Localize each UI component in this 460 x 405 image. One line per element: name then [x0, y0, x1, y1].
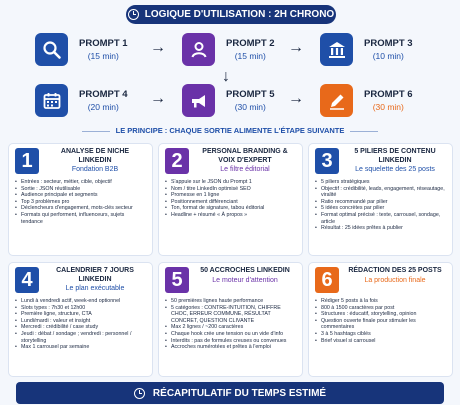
footer-banner — [16, 382, 444, 404]
card-title: RÉDACTION DES 25 POSTS — [348, 267, 442, 274]
step-prompt-5[interactable] — [182, 84, 275, 117]
list-item: • 50 premières lignes haute performance — [165, 298, 296, 305]
list-item: • Déclencheurs d'engagement, mots-clés secteur — [15, 205, 146, 212]
step-title: PROMPT 4 — [79, 89, 128, 100]
card-subtitle: Le moteur d'attention — [212, 276, 278, 284]
card-items — [315, 298, 446, 344]
card-calendar — [8, 262, 153, 377]
list-item: • Rédiger 5 posts à la fois — [315, 298, 446, 305]
card-items — [165, 179, 296, 219]
list-item: • Promesse en 1 ligne — [165, 192, 296, 199]
list-item: • Objectif : crédibilité, leads, engagement, réseautage, viralité — [315, 186, 446, 199]
step-prompt-1[interactable] — [35, 33, 128, 66]
card-title: 50 ACCROCHES LINKEDIN — [200, 267, 290, 274]
list-item: • Audience principale et segments — [15, 192, 146, 199]
step-prompt-4[interactable] — [35, 84, 128, 117]
step-prompt-3[interactable] — [320, 33, 413, 66]
list-item: • Brief visuel si carrousel — [315, 338, 446, 345]
card-subtitle: Le plan exécutable — [65, 285, 125, 292]
card-number: 6 — [315, 267, 339, 293]
arrow-right-icon: → — [288, 90, 304, 107]
list-item: • S'appuie sur le JSON du Prompt 1 — [165, 179, 296, 186]
card-hooks — [158, 262, 303, 377]
step-prompt-2[interactable] — [182, 33, 275, 66]
card-number: 5 — [165, 267, 189, 293]
list-item: • Interdits : pas de formules creuses ou convenues — [165, 338, 296, 345]
card-content-pillars — [308, 143, 453, 256]
step-duration: (15 min) — [234, 51, 266, 61]
step-title: PROMPT 6 — [364, 89, 413, 100]
card-title: PERSONAL BRANDING & VOIX D'EXPERT — [202, 148, 288, 164]
calendar-icon — [35, 84, 68, 117]
card-number: 4 — [15, 267, 39, 293]
pillars-icon — [320, 33, 353, 66]
step-duration: (20 min) — [87, 102, 119, 112]
card-subtitle: Fondation B2B — [71, 166, 119, 173]
list-item: • Ton, format de signature, tabou éditorial — [165, 205, 296, 212]
card-personal-branding — [158, 143, 303, 256]
clock-icon — [134, 388, 145, 399]
workflow-steps — [0, 28, 460, 128]
list-item: • Structures : éducatif, storytelling, opinion — [315, 311, 446, 318]
step-duration: (15 min) — [87, 51, 119, 61]
user-icon — [182, 33, 215, 66]
card-subtitle: La production finale — [364, 276, 426, 284]
pencil-icon — [320, 84, 353, 117]
card-title: ANALYSE DE NICHE LINKEDIN — [60, 148, 130, 164]
header-title: LOGIQUE D'UTILISATION : 2H CHRONO — [144, 9, 335, 20]
step-title: PROMPT 5 — [226, 89, 275, 100]
header-banner — [126, 5, 336, 24]
card-subtitle: Le squelette des 25 posts — [355, 166, 435, 173]
list-item: • Sortie : JSON réutilisable — [15, 186, 146, 193]
step-duration: (30 min) — [372, 102, 404, 112]
step-prompt-6[interactable] — [320, 84, 413, 117]
card-items — [165, 298, 296, 351]
list-item: • 5 idées concrètes par pilier — [315, 205, 446, 212]
list-item: • Chaque hook crée une tension ou un vide d'info — [165, 331, 296, 338]
list-item: • Nom / titre LinkedIn optimisé SEO — [165, 186, 296, 193]
card-title: CALENDRIER 7 JOURS LINKEDIN — [56, 267, 134, 283]
list-item: • Slots types : 7h30 et 12h00 — [15, 305, 146, 312]
card-items — [15, 179, 146, 225]
search-icon — [35, 33, 68, 66]
list-item: • Max 2 lignes / ~200 caractères — [165, 324, 296, 331]
step-title: PROMPT 3 — [364, 38, 413, 49]
card-number: 3 — [315, 148, 339, 174]
card-number: 1 — [15, 148, 39, 174]
card-number: 2 — [165, 148, 189, 174]
card-items — [315, 179, 446, 232]
list-item: • Lundi à vendredi actif, week-end optionnel — [15, 298, 146, 305]
step-duration: (30 min) — [234, 102, 266, 112]
card-subtitle: Le filtre éditorial — [220, 166, 270, 173]
list-item: • Top 3 problèmes pro — [15, 199, 146, 206]
list-item: • 3 à 5 hashtags ciblés — [315, 331, 446, 338]
list-item: • Formats qui performent, influenceurs, sujets tendance — [15, 212, 146, 225]
arrow-down-icon: ↓ — [222, 68, 230, 85]
list-item: • Lundi/mardi : valeur et insight — [15, 318, 146, 325]
card-niche-analysis — [8, 143, 153, 256]
footer-title: RÉCAPITULATIF DU TEMPS ESTIMÉ — [152, 387, 327, 399]
list-item: • Première ligne, structure, CTA — [15, 311, 146, 318]
card-items — [15, 298, 146, 351]
list-item: • 800 à 1500 caractères par post — [315, 305, 446, 312]
arrow-right-icon: → — [150, 90, 166, 107]
arrow-right-icon: → — [150, 39, 166, 56]
list-item: • Max 1 carrousel par semaine — [15, 344, 146, 351]
list-item: • Headline + résumé « À propos » — [165, 212, 296, 219]
list-item: • Question ouverte finale pour stimuler les commentaires — [315, 318, 446, 331]
list-item: • 5 piliers stratégiques — [315, 179, 446, 186]
list-item: • Jeudi : débat / sondage ; vendredi : personnel / storytelling — [15, 331, 146, 344]
list-item: • Accroches numérotées et prêtes à l'emploi — [165, 344, 296, 351]
list-item: • Positionnement différenciant — [165, 199, 296, 206]
principle-text: LE PRINCIPE : CHAQUE SORTIE ALIMENTE L'ÉTAPE SUIVANTE — [0, 126, 460, 135]
list-item: • 5 catégories : CONTRE-INTUITION, CHIFFRE CHOC, ERREUR COMMUNE, RÉSULTAT CONCRET, QUESTION CLIVANTE — [165, 305, 296, 325]
list-item: • Format optimal précisé : texte, carrousel, sondage, article — [315, 212, 446, 225]
card-post-writing — [308, 262, 453, 377]
step-duration: (10 min) — [372, 51, 404, 61]
clock-icon — [128, 9, 139, 20]
card-title: 5 PILIERS DE CONTENU LINKEDIN — [354, 148, 436, 164]
step-title: PROMPT 1 — [79, 38, 128, 49]
step-title: PROMPT 2 — [226, 38, 275, 49]
list-item: • Résultat : 25 idées prêtes à publier — [315, 225, 446, 232]
list-item: • Entrées : secteur, métier, cible, objectif — [15, 179, 146, 186]
list-item: • Mercredi : crédibilité / case study — [15, 324, 146, 331]
arrow-right-icon: → — [288, 39, 304, 56]
megaphone-icon — [182, 84, 215, 117]
list-item: • Ratio recommandé par pilier — [315, 199, 446, 206]
